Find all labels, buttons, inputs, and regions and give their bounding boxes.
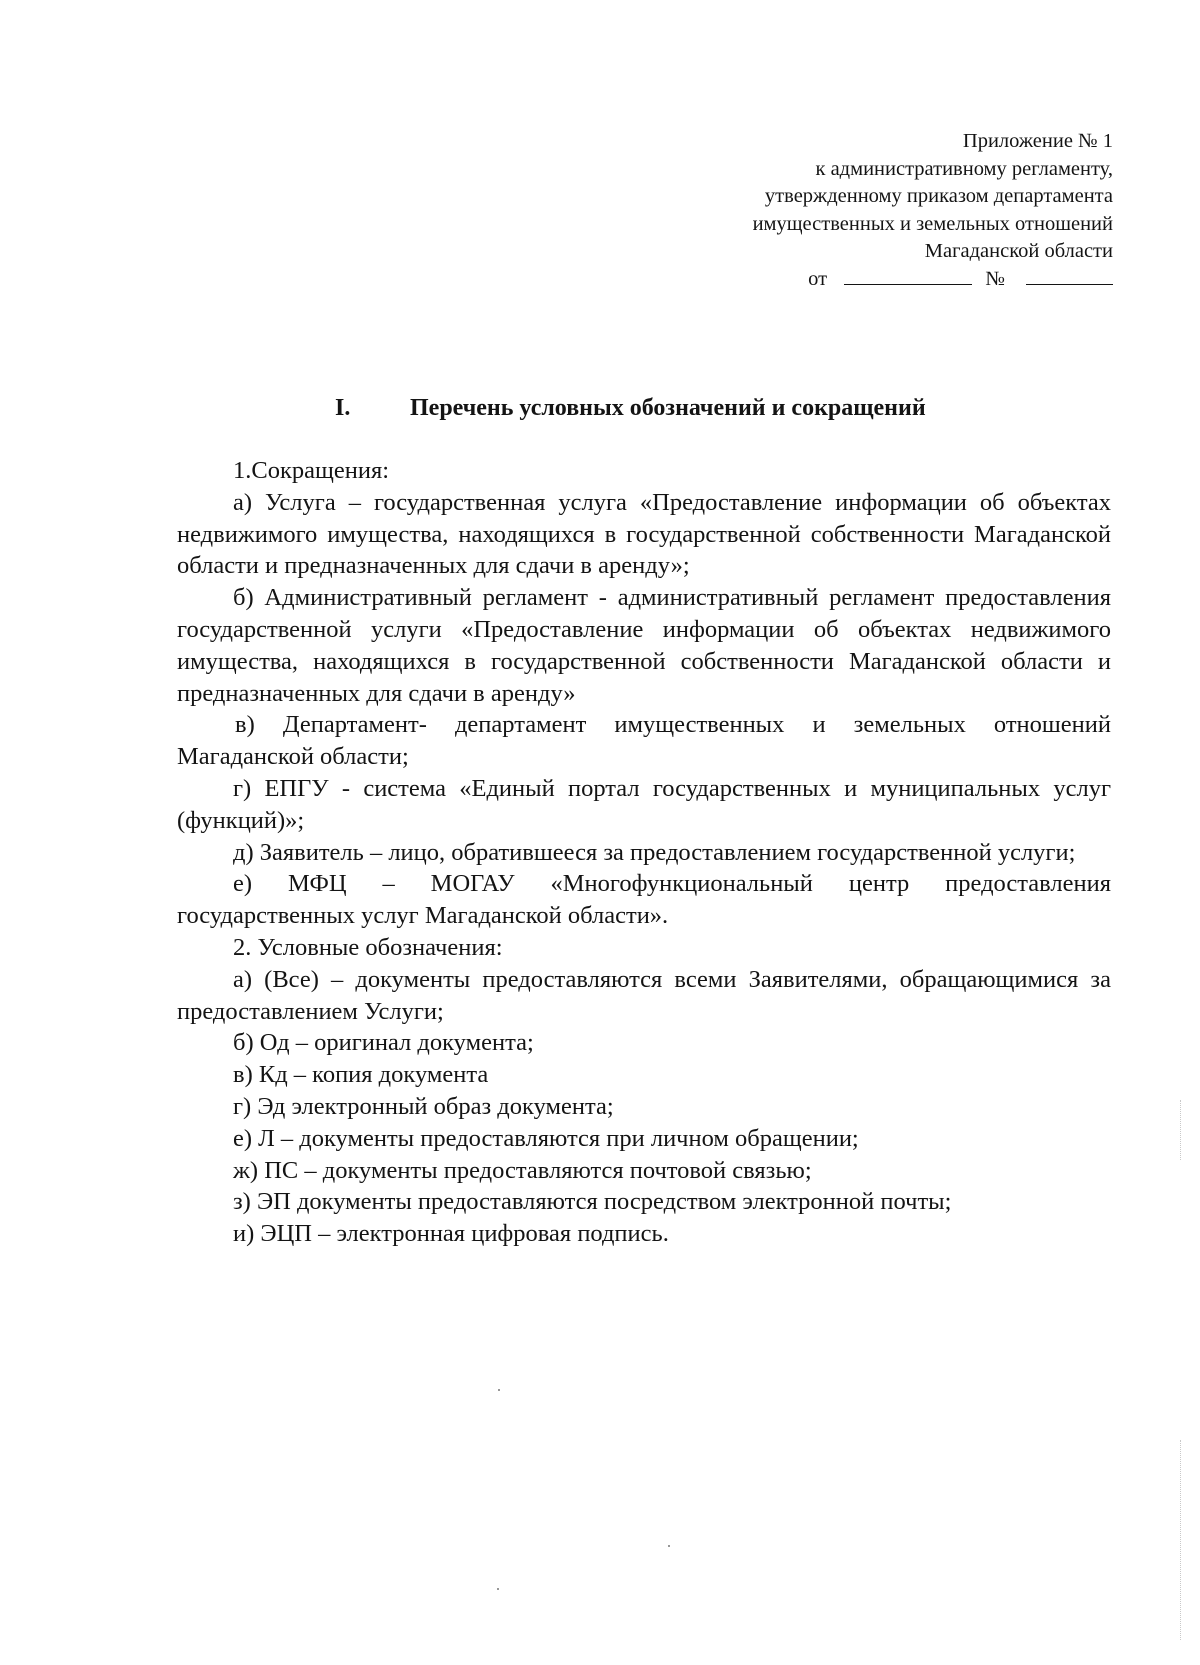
number-blank — [1026, 266, 1113, 285]
date-number-line — [553, 266, 1113, 294]
abbreviation-item: а) Услуга – государственная услуга «Предоставление информации об объектах недвижимого имущества, находящихся в государственной собственности Магаданской области и предназначенных для сдачи в аренду»; — [177, 488, 1111, 580]
abbreviation-item: в) Департамент- департамент имущественных и земельных отношений Магаданской области; — [177, 711, 1111, 771]
section-title: Перечень условных обозначений и сокращений — [410, 395, 926, 421]
symbol-item: з) ЭП документы предоставляются посредством электронной почты; — [233, 1188, 952, 1216]
abbreviations-heading: 1.Сокращения: — [233, 457, 390, 484]
date-blank — [844, 266, 972, 285]
scan-edge-marks — [1180, 1440, 1182, 1640]
scan-edge-marks — [1180, 1100, 1182, 1160]
scan-speck — [498, 1389, 500, 1391]
abbreviation-item: б) Административный регламент - административный регламент предоставления государственной услуги «Предоставление информации об объектах недвижимого имущества, находящихся в государственной собственности Магаданской области и предназначенных для сдачи в аренду» — [177, 584, 1111, 707]
symbol-item: е) Л – документы предоставляются при личном обращении; — [233, 1124, 859, 1152]
scan-speck — [497, 1588, 499, 1590]
symbol-item: в) Кд – копия документа — [233, 1061, 489, 1089]
appendix-number: Приложение № 1 — [962, 130, 1113, 152]
scan-speck — [668, 1545, 670, 1547]
section-number: I. — [335, 395, 351, 421]
abbreviation-item: е) МФЦ – МОГАУ «Многофункциональный центр предоставления государственных услуг Магаданской области». — [177, 870, 1111, 930]
appendix-line-department: имущественных и земельных отношений — [752, 212, 1113, 235]
symbol-item: ж) ПС – документы предоставляются почтовой связью; — [233, 1156, 812, 1184]
appendix-line-regulation: к административному регламенту, — [815, 157, 1113, 180]
symbol-item: и) ЭЦП – электронная цифровая подпись. — [233, 1220, 669, 1248]
number-sign: № — [985, 267, 1005, 290]
symbols-heading: 2. Условные обозначения: — [233, 933, 503, 961]
appendix-line-order: утвержденному приказом департамента — [764, 185, 1113, 207]
appendix-header — [553, 128, 1113, 293]
symbol-item: г) Эд электронный образ документа; — [233, 1092, 614, 1120]
appendix-line-region: Магаданской области — [924, 240, 1113, 262]
symbol-item: а) (Все) – документы предоставляются всеми Заявителями, обращающимися за предоставлением Услуги; — [177, 965, 1111, 1025]
document-body — [177, 455, 1111, 1250]
section-heading — [335, 395, 926, 422]
abbreviation-item: г) ЕПГУ - система «Единый портал государственных и муниципальных услуг (функций)»; — [177, 774, 1111, 834]
date-prefix: от — [808, 267, 828, 290]
symbol-item: б) Од – оригинал документа; — [233, 1029, 534, 1057]
abbreviation-item: д) Заявитель – лицо, обратившееся за предоставлением государственной услуги; — [233, 838, 1076, 866]
